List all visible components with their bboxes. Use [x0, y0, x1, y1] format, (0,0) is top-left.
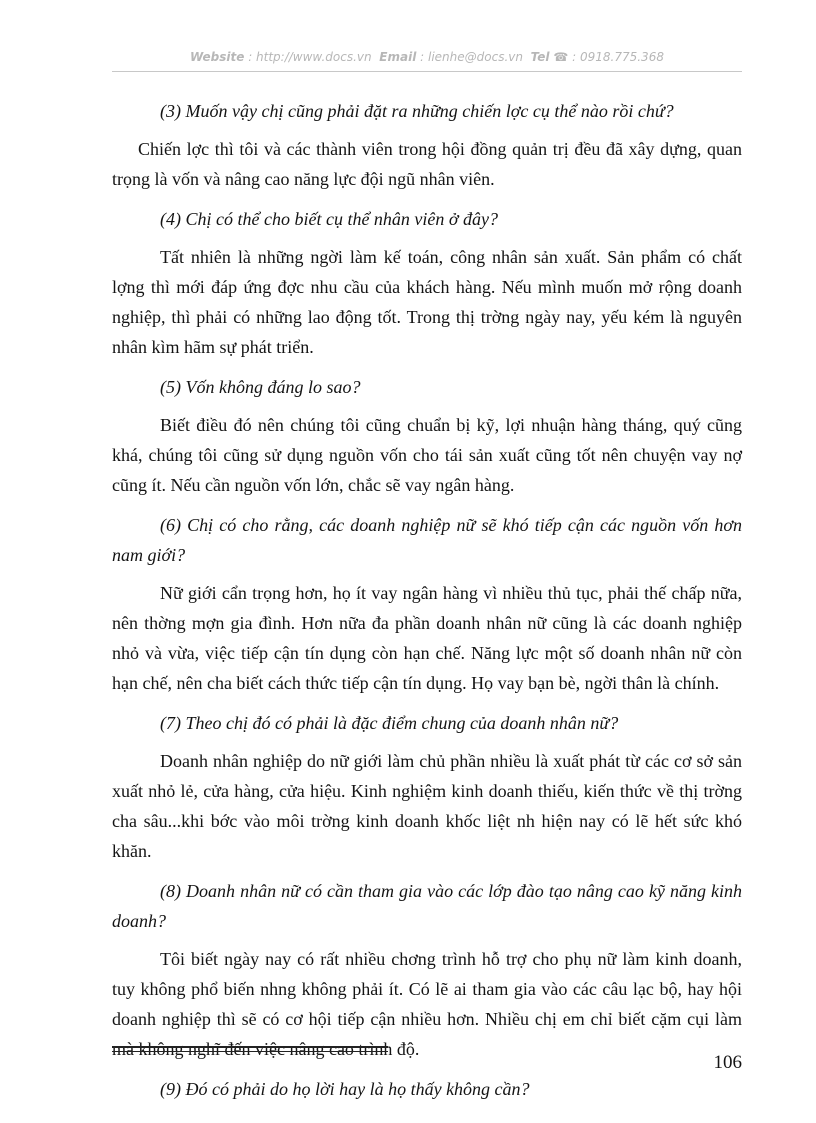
body-text: [112, 96, 742, 1112]
phone-icon: ☎: [553, 50, 569, 64]
footer-rule: [112, 1046, 388, 1048]
answer-paragraph: Biết điều đó nên chúng tôi cũng chuẩn bị kỹ, lợi nhuận hàng tháng, quý cũng khá, chúng tôi cũng sử dụng nguồn vốn cho tái sản xuất cũng tốt nên chuyện vay nợ cũng ít. Nếu cần nguồn vốn lớn, chắc sẽ vay ngân hàng.: [112, 415, 742, 495]
email-value: : lienhe@docs.vn: [420, 50, 523, 64]
answer-paragraph: Tất nhiên là những ngời làm kế toán, công nhân sản xuất. Sản phẩm có chất lợng thì mới đáp ứng đợc nhu cầu của khách hàng. Nếu mình muốn mở rộng doanh nghiệp, thì phải có những lao động tốt. Trong thị trờng ngày nay, yếu kém là nguyên nhân kìm hãm sự phát triển.: [112, 247, 742, 357]
header-rule: [112, 71, 742, 72]
question-paragraph: (7) Theo chị đó có phải là đặc điểm chung của doanh nhân nữ?: [160, 713, 619, 733]
answer-paragraph: Doanh nhân nghiệp do nữ giới làm chủ phần nhiều là xuất phát từ các cơ sở sản xuất nhỏ lẻ, cửa hàng, cửa hiệu. Kinh nghiệm kinh doanh thiếu, kiến thức về thị trờng cha sâu...khi bớc vào môi trờng kinh doanh khốc liệt nh hiện nay có lẽ hết sức khó khăn.: [112, 751, 742, 861]
question-paragraph: (4) Chị có thể cho biết cụ thể nhân viên ở đây?: [160, 209, 499, 229]
question-paragraph: (8) Doanh nhân nữ có cần tham gia vào các lớp đào tạo nâng cao kỹ năng kinh doanh?: [112, 881, 742, 931]
tel-value: : 0918.775.368: [572, 50, 664, 64]
page-number: 106: [713, 1052, 742, 1073]
question-paragraph: (9) Đó có phải do họ lời hay là họ thấy không cần?: [160, 1079, 530, 1099]
question-paragraph: (5) Vốn không đáng lo sao?: [160, 377, 361, 397]
question-paragraph: (6) Chị có cho rằng, các doanh nghiệp nữ sẽ khó tiếp cận các nguồn vốn hơn nam giới?: [112, 515, 742, 565]
question-paragraph: (3) Muốn vậy chị cũng phải đặt ra những chiến lợc cụ thể nào rồi chứ?: [160, 101, 674, 121]
answer-paragraph: Chiến lợc thì tôi và các thành viên trong hội đồng quản trị đều đã xây dựng, quan trọng là vốn và nâng cao năng lực đội ngũ nhân viên.: [112, 139, 742, 189]
answer-paragraph: Tôi biết ngày nay có rất nhiều chơng trình hỗ trợ cho phụ nữ làm kinh doanh, tuy không phổ biến nhng không phải ít. Có lẽ ai tham gia vào các câu lạc bộ, hay hội doanh nghiệp thì sẽ có cơ hội tiếp cận nhiều hơn. Nhiều chị em chỉ biết cặm cụi làm mà không nghĩ đến việc nâng cao trình độ.: [112, 949, 742, 1059]
email-label: Email: [379, 50, 417, 64]
tel-label: Tel: [530, 50, 550, 64]
footer-rule: [112, 1051, 388, 1052]
website-label: Website: [190, 50, 245, 64]
website-value: : http://www.docs.vn: [248, 50, 372, 64]
answer-paragraph: Nữ giới cẩn trọng hơn, họ ít vay ngân hàng vì nhiều thủ tục, phải thế chấp nữa, nên thờng mợn gia đình. Hơn nữa đa phần doanh nhân nữ cũng là các doanh nghiệp nhỏ và vừa, việc tiếp cận tín dụng còn hạn chế. Năng lực một số doanh nhân nữ còn hạn chế, nên cha biết cách thức tiếp cận tín dụng. Họ vay bạn bè, ngời thân là chính.: [112, 583, 742, 693]
page-header: [112, 50, 742, 64]
